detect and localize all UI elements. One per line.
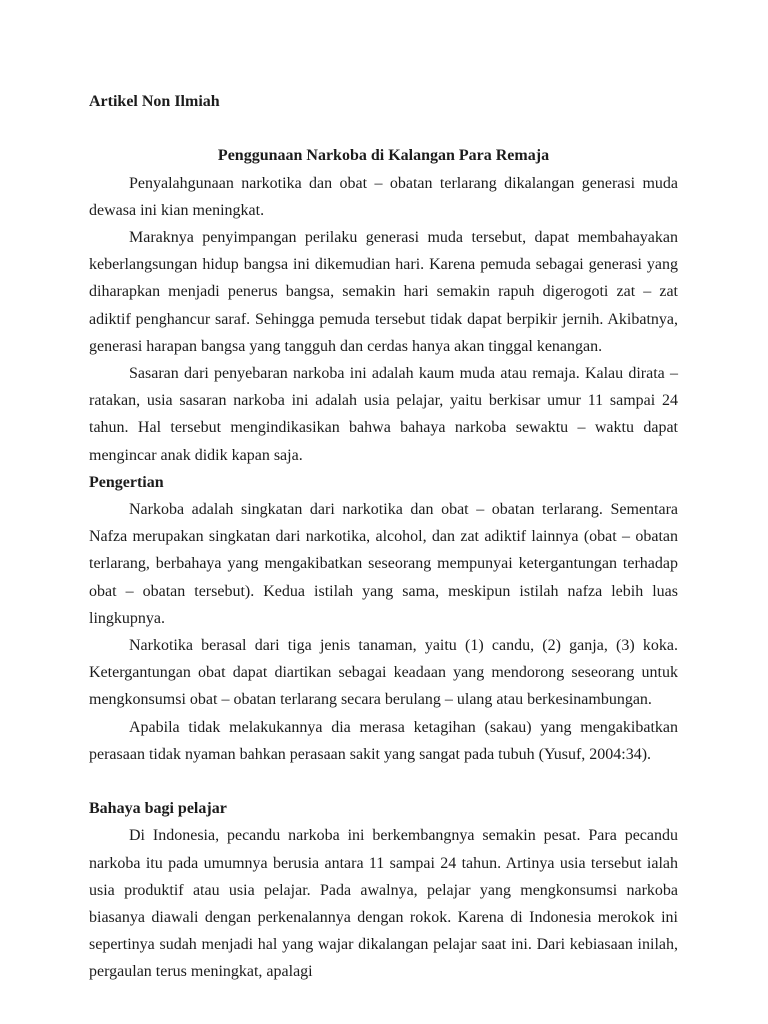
intro-paragraph-1: Penyalahgunaan narkotika dan obat – obatan terlarang dikalangan generasi muda dewasa ini kian meningkat. xyxy=(89,174,678,219)
pengertian-paragraph-1: Narkoba adalah singkatan dari narkotika dan obat – obatan terlarang. Sementara Nafza merupakan singkatan dari narkotika, alcohol, dan zat adiktif lainnya (obat – obatan terlarang, berbahaya yang mengakibatkan seseorang mempunyai ketergantungan terhadap obat – obatan tersebut). Kedua istilah yang sama, meskipun istilah nafza lebih luas lingkupnya. xyxy=(89,501,678,627)
bahaya-paragraph-1: Di Indonesia, pecandu narkoba ini berkembangnya semakin pesat. Para pecandu narkoba itu pada umumnya berusia antara 11 sampai 24 tahun. Artinya usia tersebut ialah usia produktif atau usia pelajar. Pada awalnya, pelajar yang mengkonsumsi narkoba biasanya diawali dengan perkenalannya dengan rokok. Karena di Indonesia merokok ini sepertinya sudah menjadi hal yang wajar dikalangan pelajar saat ini. Dari kebiasaan inilah, pergaulan terus meningkat, apalagi xyxy=(89,827,678,981)
intro-paragraph-2: Maraknya penyimpangan perilaku generasi muda tersebut, dapat membahayakan keberlangsungan hidup bangsa ini dikemudian hari. Karena pemuda sebagai generasi yang diharapkan menjadi penerus bangsa, semakin hari semakin rapuh digerogoti zat – zat adiktif penghancur saraf. Sehingga pemuda tersebut tidak dapat berpikir jernih. Akibatnya, generasi harapan bangsa yang tangguh dan cerdas hanya akan tinggal kenangan. xyxy=(89,229,678,355)
pengertian-paragraph-3: Apabila tidak melakukannya dia merasa ketagihan (sakau) yang mengakibatkan perasaan tidak nyaman bahkan perasaan sakit yang sangat pada tubuh (Yusuf, 2004:34). xyxy=(89,718,678,763)
section-heading-pengertian: Pengertian xyxy=(89,473,164,491)
pengertian-paragraph-2: Narkotika berasal dari tiga jenis tanaman, yaitu (1) candu, (2) ganja, (3) koka. Ketergantungan obat dapat diartikan sebagai keadaan yang mendorong seseorang untuk mengkonsumsi obat – obatan terlarang secara berulang – ulang atau berkesinambungan. xyxy=(89,637,678,709)
section-heading-bahaya-bagi-pelajar: Bahaya bagi pelajar xyxy=(89,800,227,818)
document-category-label: Artikel Non Ilmiah xyxy=(89,93,220,110)
document-title: Penggunaan Narkoba di Kalangan Para Remaja xyxy=(217,147,550,165)
intro-paragraph-3: Sasaran dari penyebaran narkoba ini adalah kaum muda atau remaja. Kalau dirata – ratakan, usia sasaran narkoba ini adalah usia pelajar, yaitu berkisar umur 11 sampai 24 tahun. Hal tersebut mengindikasikan bahwa bahaya narkoba sewaktu – waktu dapat mengincar anak didik kapan saja. xyxy=(89,365,678,464)
